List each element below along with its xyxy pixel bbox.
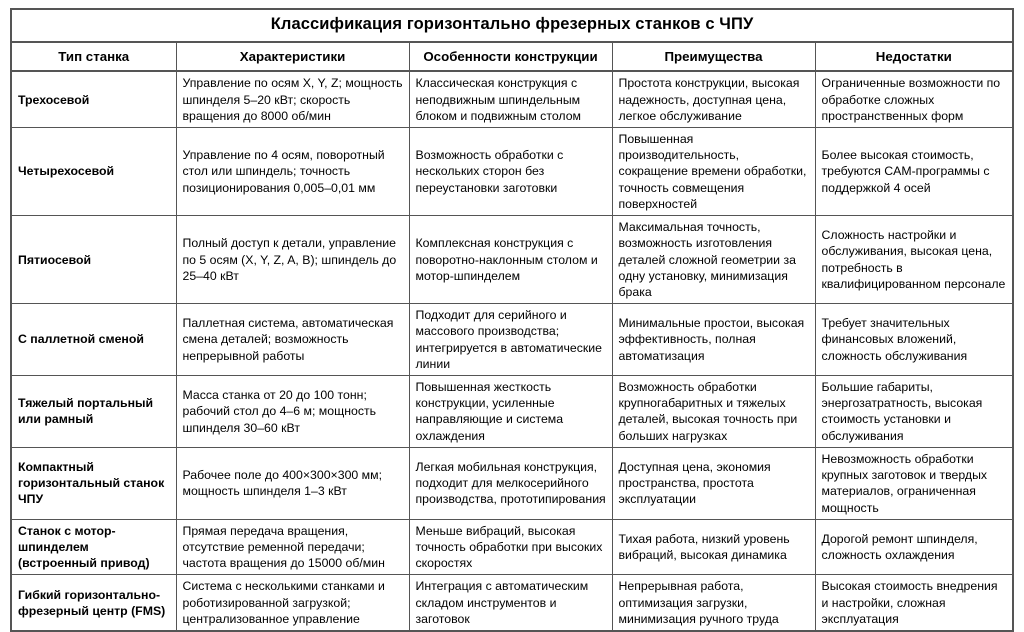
table-header-row <box>11 42 1013 72</box>
cell-disadvantages: Невозможность обработки крупных заготовок и твердых материалов, ограниченная мощность <box>815 447 1013 519</box>
cell-design: Повышенная жесткость конструкции, усиленные направляющие и система охлаждения <box>409 376 612 448</box>
table-body <box>11 71 1013 631</box>
cell-characteristics: Рабочее поле до 400×300×300 мм; мощность шпинделя 1–3 кВт <box>176 447 409 519</box>
cell-disadvantages: Высокая стоимость внедрения и настройки, сложная эксплуатация <box>815 575 1013 631</box>
cell-characteristics: Паллетная система, автоматическая смена деталей; возможность непрерывной работы <box>176 304 409 376</box>
table-row <box>11 447 1013 519</box>
cell-characteristics: Полный доступ к детали, управление по 5 осям (X, Y, Z, A, B); шпиндель до 25–40 кВт <box>176 216 409 304</box>
cell-characteristics: Система с несколькими станками и роботизированной загрузкой; централизованное управление <box>176 575 409 631</box>
cell-type: С паллетной сменой <box>11 304 176 376</box>
column-header-type: Тип станка <box>11 42 176 72</box>
table-row <box>11 216 1013 304</box>
cell-characteristics: Управление по 4 осям, поворотный стол или шпиндель; точность позиционирования 0,005–0,01 мм <box>176 127 409 215</box>
cell-design: Возможность обработки с нескольких сторон без переустановки заготовки <box>409 127 612 215</box>
column-header-disadvantages: Недостатки <box>815 42 1013 72</box>
cell-type: Станок с мотор-шпинделем (встроенный привод) <box>11 519 176 575</box>
cell-disadvantages: Ограниченные возможности по обработке сложных пространственных форм <box>815 71 1013 127</box>
cell-type: Гибкий горизонтально-фрезерный центр (FMS) <box>11 575 176 631</box>
cell-disadvantages: Сложность настройки и обслуживания, высокая цена, потребность в квалифицированном персонале <box>815 216 1013 304</box>
table-row <box>11 304 1013 376</box>
cell-design: Легкая мобильная конструкция, подходит для мелкосерийного производства, прототипирования <box>409 447 612 519</box>
table-row <box>11 127 1013 215</box>
cell-disadvantages: Более высокая стоимость, требуются CAM-программы с поддержкой 4 осей <box>815 127 1013 215</box>
cell-characteristics: Масса станка от 20 до 100 тонн; рабочий стол до 4–6 м; мощность шпинделя 30–60 кВт <box>176 376 409 448</box>
cell-design: Комплексная конструкция с поворотно-наклонным столом и мотор-шпинделем <box>409 216 612 304</box>
cell-characteristics: Управление по осям X, Y, Z; мощность шпинделя 5–20 кВт; скорость вращения до 8000 об/мин <box>176 71 409 127</box>
cell-design: Меньше вибраций, высокая точность обработки при высоких скоростях <box>409 519 612 575</box>
cell-design: Подходит для серийного и массового производства; интегрируется в автоматические линии <box>409 304 612 376</box>
cell-design: Интеграция с автоматическим складом инструментов и заготовок <box>409 575 612 631</box>
cell-disadvantages: Требует значительных финансовых вложений, сложность обслуживания <box>815 304 1013 376</box>
cell-disadvantages: Большие габариты, энергозатратность, высокая стоимость установки и обслуживания <box>815 376 1013 448</box>
cell-advantages: Возможность обработки крупногабаритных и тяжелых деталей, высокая точность при больших нагрузках <box>612 376 815 448</box>
table-row <box>11 575 1013 631</box>
cell-advantages: Минимальные простои, высокая эффективность, полная автоматизация <box>612 304 815 376</box>
cell-advantages: Непрерывная работа, оптимизация загрузки, минимизация ручного труда <box>612 575 815 631</box>
cell-type: Пятиосевой <box>11 216 176 304</box>
cell-advantages: Простота конструкции, высокая надежность, доступная цена, легкое обслуживание <box>612 71 815 127</box>
column-header-characteristics: Характеристики <box>176 42 409 72</box>
table-title-row <box>11 9 1013 42</box>
cell-advantages: Максимальная точность, возможность изготовления деталей сложной геометрии за одну установку, минимизация брака <box>612 216 815 304</box>
cell-advantages: Повышенная производительность, сокращение времени обработки, точность совмещения поверхностей <box>612 127 815 215</box>
cell-type: Четырехосевой <box>11 127 176 215</box>
classification-table <box>10 8 1014 632</box>
table-row <box>11 376 1013 448</box>
cell-characteristics: Прямая передача вращения, отсутствие ременной передачи; частота вращения до 15000 об/мин <box>176 519 409 575</box>
cell-disadvantages: Дорогой ремонт шпинделя, сложность охлаждения <box>815 519 1013 575</box>
cell-type: Компактный горизонтальный станок ЧПУ <box>11 447 176 519</box>
cell-advantages: Доступная цена, экономия пространства, простота эксплуатации <box>612 447 815 519</box>
cell-design: Классическая конструкция с неподвижным шпиндельным блоком и подвижным столом <box>409 71 612 127</box>
table-title: Классификация горизонтально фрезерных станков с ЧПУ <box>11 9 1013 42</box>
table-row <box>11 71 1013 127</box>
cell-type: Тяжелый портальный или рамный <box>11 376 176 448</box>
cell-advantages: Тихая работа, низкий уровень вибраций, высокая динамика <box>612 519 815 575</box>
column-header-advantages: Преимущества <box>612 42 815 72</box>
table-row <box>11 519 1013 575</box>
cell-type: Трехосевой <box>11 71 176 127</box>
column-header-design: Особенности конструкции <box>409 42 612 72</box>
